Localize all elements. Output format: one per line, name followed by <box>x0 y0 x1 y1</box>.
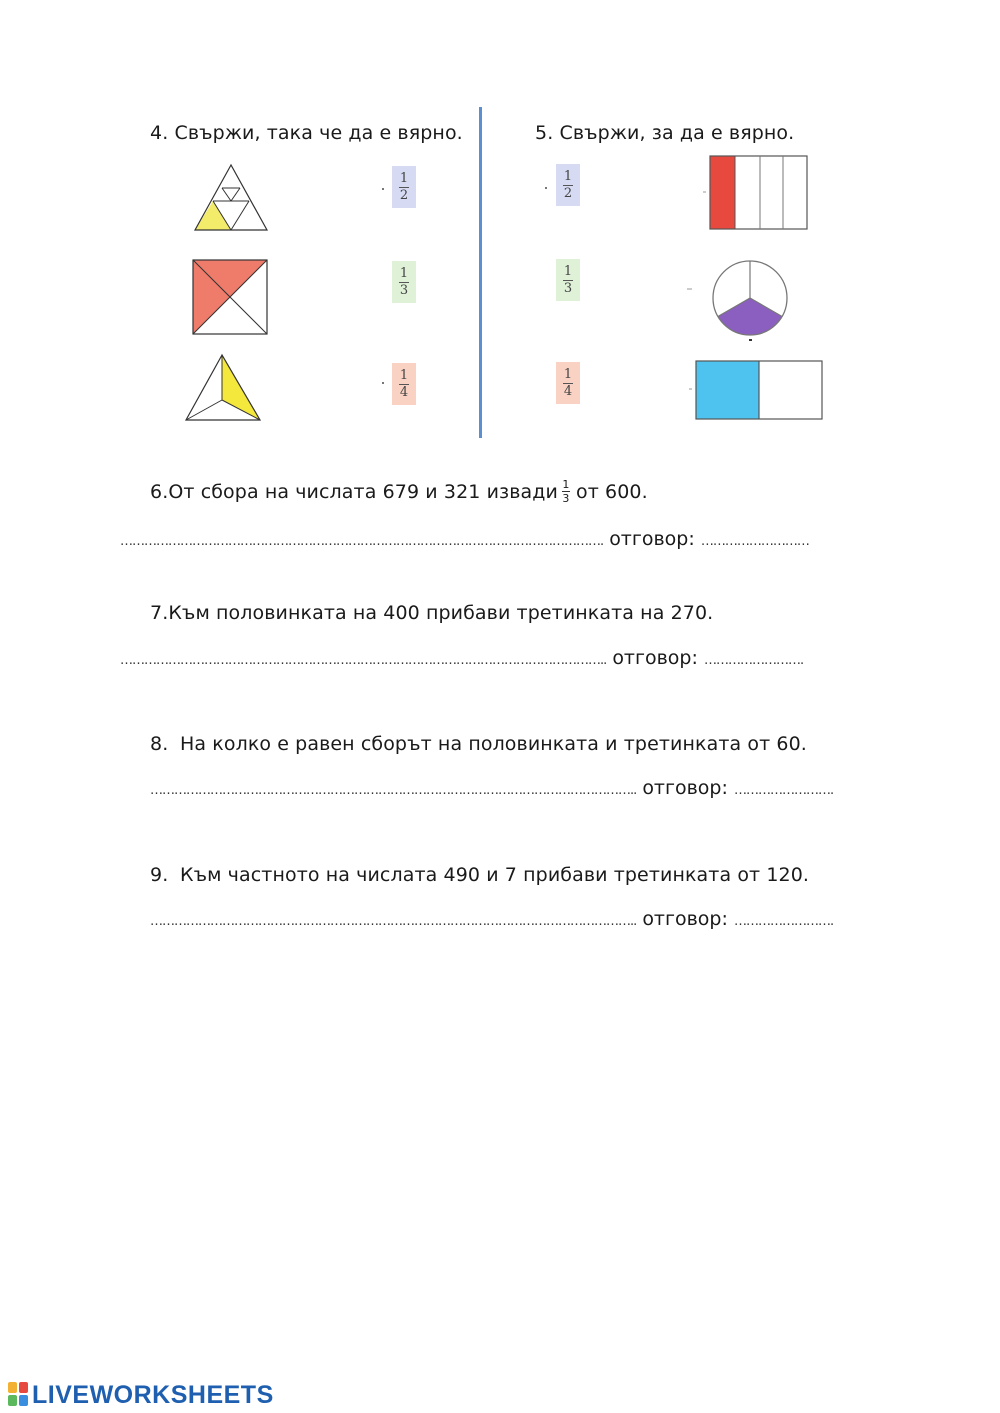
task6-answer-label: отговор: <box>609 528 695 550</box>
task6-text-after: от 600. <box>575 481 648 503</box>
task4-match-point-3[interactable] <box>382 382 384 384</box>
fraction-numerator: 1 <box>563 263 573 279</box>
liveworksheets-logo-text: LIVEWORKSHEETS <box>32 1380 274 1409</box>
task4-square-quarters-figure <box>190 257 270 337</box>
task9-number: 9. <box>150 864 169 886</box>
liveworksheets-logo-icon <box>8 1382 30 1408</box>
liveworksheets-logo <box>8 1380 274 1410</box>
fraction-denominator: 3 <box>399 282 409 298</box>
task6-question <box>150 480 648 505</box>
task6-text-before: 6.От сбора на числата 679 и 321 извади <box>150 481 558 503</box>
task4-triangle-thirds-figure <box>182 350 264 425</box>
task8-question <box>150 733 807 755</box>
task8-answer-line[interactable] <box>150 777 833 799</box>
task7-work-dots: ………………………………………………………………………………………………………….. <box>120 653 607 668</box>
fraction-numerator: 1 <box>563 168 573 184</box>
fraction-denominator: 3 <box>562 492 570 505</box>
task6-answer-line[interactable] <box>120 528 809 550</box>
task9-answer-label: отговор: <box>642 908 728 930</box>
task5-title: 5. Свържи, за да е вярно. <box>535 122 795 144</box>
fraction-numerator: 1 <box>399 170 409 186</box>
task7-answer-line[interactable] <box>120 647 803 669</box>
task5-match-point-1[interactable] <box>545 187 547 189</box>
task4-fraction-half[interactable] <box>392 166 416 208</box>
task8-answer-label: отговор: <box>642 777 728 799</box>
fraction-numerator: 1 <box>563 366 573 382</box>
fraction-denominator: 4 <box>563 383 573 399</box>
fraction-denominator: 3 <box>563 280 573 296</box>
task4-triangle-halves-figure <box>188 160 274 236</box>
task9-text: Към частното на числата 490 и 7 прибави третинката от 120. <box>180 864 810 886</box>
fraction-denominator: 2 <box>563 185 573 201</box>
task5-fraction-third[interactable] <box>556 259 580 301</box>
task9-work-dots: ………………………………………………………………………………………………………….. <box>150 914 637 929</box>
task4-fraction-quarter[interactable] <box>392 363 416 405</box>
fraction-denominator: 2 <box>399 187 409 203</box>
task4-match-point-1[interactable] <box>382 188 384 190</box>
fraction-denominator: 4 <box>399 384 409 400</box>
fraction-numerator: 1 <box>562 478 570 491</box>
task8-text: На колко е равен сборът на половинката и третинката от 60. <box>180 733 807 755</box>
task8-work-dots: ………………………………………………………………………………………………………….. <box>150 783 637 798</box>
task5-circle-thirds-figure <box>684 256 794 346</box>
fraction-numerator: 1 <box>399 367 409 383</box>
task5-rectangle-halves-figure <box>686 356 826 426</box>
task9-answer-line[interactable] <box>150 908 833 930</box>
task4-fraction-third[interactable] <box>392 261 416 303</box>
task4-title: 4. Свържи, така че да е вярно. <box>150 122 463 144</box>
task8-answer-field[interactable]: ……………………. <box>733 783 834 798</box>
task5-fraction-half[interactable] <box>556 164 580 206</box>
column-divider <box>479 107 482 438</box>
task5-rectangle-quarters-figure <box>700 152 812 234</box>
task6-inline-fraction <box>562 479 570 504</box>
task6-work-dots: …………………………………………………………………………………………………………. <box>120 534 604 549</box>
task7-answer-field[interactable]: ……………………. <box>703 653 804 668</box>
task6-answer-field[interactable]: ……………………… <box>700 534 809 549</box>
fraction-numerator: 1 <box>399 265 409 281</box>
task9-answer-field[interactable]: ……………………. <box>733 914 834 929</box>
task8-number: 8. <box>150 733 169 755</box>
task5-fraction-quarter[interactable] <box>556 362 580 404</box>
task9-question <box>150 864 809 886</box>
task7-answer-label: отговор: <box>612 647 698 669</box>
task7-question: 7.Към половинката на 400 прибави третинката на 270. <box>150 602 714 624</box>
